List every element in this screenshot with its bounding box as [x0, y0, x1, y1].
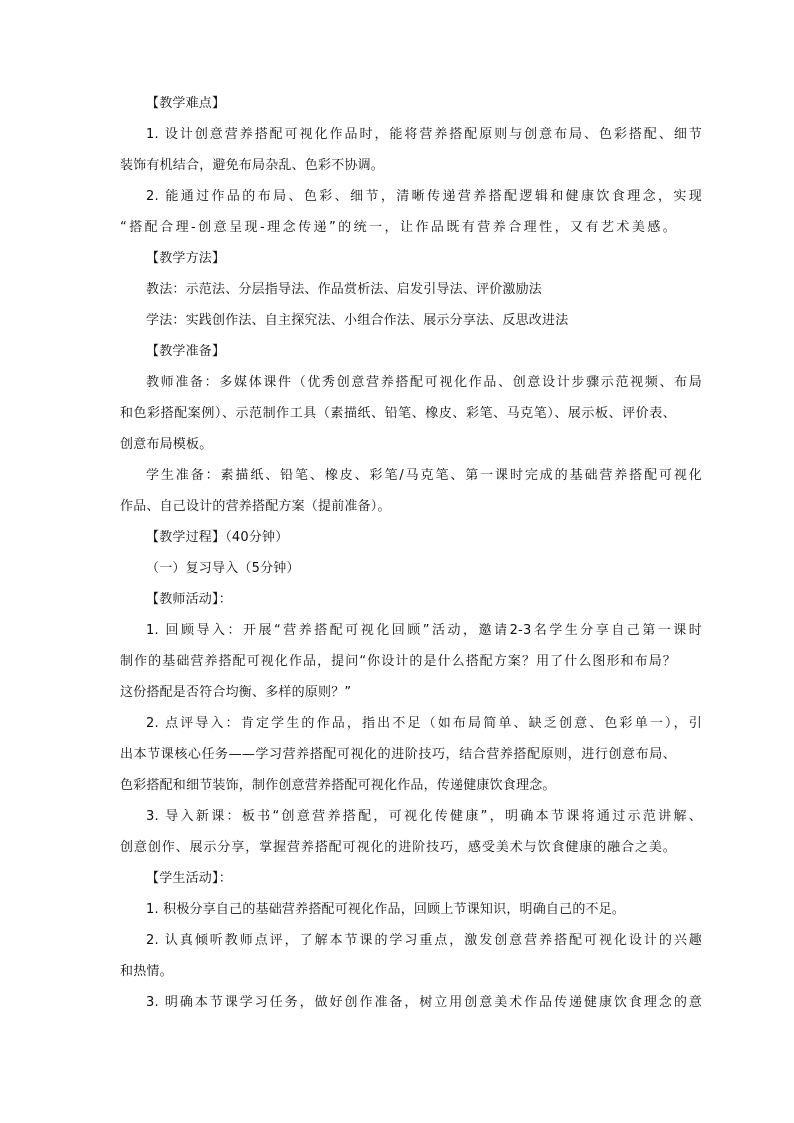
teacher-activity-2-line-1: 2. 点评导入：肯定学生的作品，指出不足（如布局简单、缺乏创意、色彩单一），引: [146, 716, 702, 731]
section-title-teaching-process: 【教学过程】（40分钟）: [146, 530, 289, 545]
document-body: [120, 88, 702, 1018]
teacher-activity-3-line-1: 3. 导入新课：板书“创意营养搭配，可视化传健康”，明确本节课将通过示范讲解、: [146, 809, 702, 824]
teacher-activity-1-line-2: 制作的基础营养搭配可视化作品，提问“你设计的是什么搭配方案？用了什么图形和布局？: [120, 654, 676, 669]
student-preparation-line-1: 学生准备：素描纸、铅笔、橡皮、彩笔/马克笔、第一课时完成的基础营养搭配可视化: [146, 468, 702, 483]
teacher-preparation-line-1: 教师准备：多媒体课件（优秀创意营养搭配可视化作品、创意设计步骤示范视频、布局: [146, 375, 702, 390]
learning-method-line: 学法：实践创作法、自主探究法、小组合作法、展示分享法、反思改进法: [146, 313, 569, 328]
student-activity-2-line-2: 和热情。: [120, 964, 173, 979]
teacher-activity-2-line-3: 色彩搭配和细节装饰，制作创意营养搭配可视化作品，传递健康饮食理念。: [120, 778, 556, 793]
teacher-activity-1-line-3: 这份搭配是否符合均衡、多样的原则？”: [120, 685, 352, 700]
teacher-activity-2-line-2: 出本节课核心任务——学习营养搭配可视化的进阶技巧，结合营养搭配原则，进行创意布局、: [120, 747, 676, 762]
student-activity-3-line-1: 3. 明确本节课学习任务，做好创作准备，树立用创意美术作品传递健康饮食理念的意: [146, 995, 702, 1010]
difficulty-item-1-line-2: 装饰有机结合，避免布局杂乱、色彩不协调。: [120, 158, 385, 173]
section-title-teaching-difficulties: 【教学难点】: [146, 96, 226, 111]
teaching-method-line: 教法：示范法、分层指导法、作品赏析法、启发引导法、评价激励法: [146, 282, 543, 297]
section-title-teaching-preparation: 【教学准备】: [146, 344, 226, 359]
subsection-review-introduction: （一）复习导入（5分钟）: [146, 561, 300, 576]
teacher-activity-1-line-1: 1. 回顾导入：开展“营养搭配可视化回顾”活动，邀请2-3名学生分享自己第一课时: [146, 623, 702, 638]
difficulty-item-2-line-1: 2. 能通过作品的布局、色彩、细节，清晰传递营养搭配逻辑和健康饮食理念，实现: [146, 189, 702, 204]
teacher-activities-title: 【教师活动】：: [146, 592, 232, 607]
section-title-teaching-methods: 【教学方法】: [146, 251, 226, 266]
teacher-activity-3-line-2: 创意创作、展示分享，掌握营养搭配可视化的进阶技巧，感受美术与饮食健康的融合之美。: [120, 840, 676, 855]
difficulty-item-1-line-1: 1. 设计创意营养搭配可视化作品时，能将营养搭配原则与创意布局、色彩搭配、细节: [146, 127, 702, 142]
difficulty-item-2-line-2: “搭配合理-创意呈现-理念传递”的统一，让作品既有营养合理性，又有艺术美感。: [120, 220, 676, 235]
student-activity-2-line-1: 2. 认真倾听教师点评，了解本节课的学习重点，激发创意营养搭配可视化设计的兴趣: [146, 933, 702, 948]
student-activities-title: 【学生活动】：: [146, 871, 232, 886]
teacher-preparation-line-3: 创意布局模板。: [120, 437, 213, 452]
teacher-preparation-line-2: 和色彩搭配案例）、示范制作工具（素描纸、铅笔、橡皮、彩笔、马克笔）、展示板、评价表、: [120, 406, 676, 421]
student-preparation-line-2: 作品、自己设计的营养搭配方案（提前准备）。: [120, 499, 391, 514]
student-activity-1: 1. 积极分享自己的基础营养搭配可视化作品，回顾上节课知识，明确自己的不足。: [146, 902, 626, 917]
